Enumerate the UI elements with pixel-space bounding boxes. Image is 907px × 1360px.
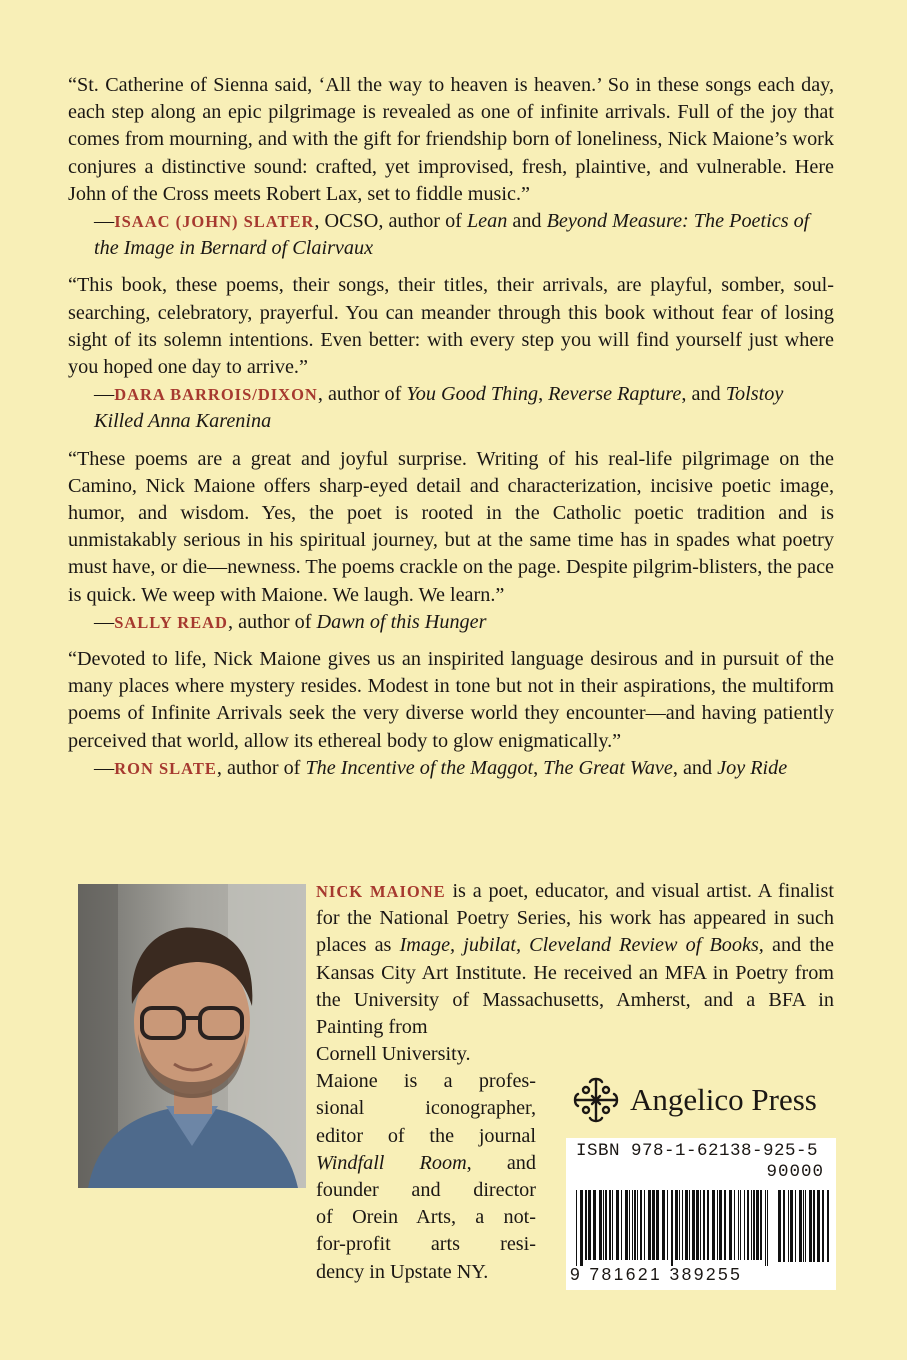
endorsement-attribution bbox=[68, 755, 834, 782]
author-photo bbox=[78, 884, 306, 1188]
cross-flourish-icon bbox=[570, 1074, 622, 1126]
bio-line: founder and director bbox=[316, 1179, 536, 1202]
bio-line: of Orein Arts, a not- bbox=[316, 1206, 536, 1229]
bio-line: Maione is a profes- bbox=[316, 1070, 536, 1093]
em-dash: — bbox=[94, 210, 115, 233]
endorsement-attribution bbox=[68, 208, 834, 262]
endorser-name: DARA BARROIS/DIXON bbox=[114, 385, 318, 405]
endorsement bbox=[68, 446, 834, 636]
bio-text: Image, jubilat, Cleveland Review of Books, bbox=[399, 934, 764, 957]
bio-line: for-profit arts resi- bbox=[316, 1233, 536, 1256]
bio-line-rest: , and bbox=[466, 1151, 536, 1174]
attribution-text: Tolstoy Killed Anna Karenina bbox=[94, 383, 784, 433]
endorser-name: ISAAC (JOHN) SLATER bbox=[114, 212, 315, 232]
attribution-text: You Good Thing bbox=[406, 383, 539, 406]
em-dash: — bbox=[94, 610, 115, 633]
attribution-text: The Incentive of the Maggot bbox=[305, 756, 534, 779]
attribution-text: Lean bbox=[466, 210, 508, 233]
attribution-text: , bbox=[533, 756, 544, 779]
endorsement-quote: “St. Catherine of Sienna said, ‘All the way to heaven is heaven.’ So in these songs each day, each step along an epic pilgrimage is revealed as one of infinite arrivals. Full of the joy that comes from mourning, and with the gift for friendship born of loneliness, Nick Maione’s work conjures a distinctive sound: crafted, yet improvised, fresh, plaintive, and vulnerable. Here John of the Cross meets Robert Lax, set to fiddle music.” bbox=[68, 74, 834, 205]
attribution-text: Reverse Rapture bbox=[548, 383, 682, 406]
endorsement bbox=[68, 646, 834, 782]
author-name: NICK MAIONE bbox=[316, 882, 446, 901]
endorsement-attribution bbox=[68, 609, 834, 636]
endorsement bbox=[68, 272, 834, 435]
barcode-digits: 9 781621 389255 bbox=[570, 1264, 743, 1284]
endorser-name: SALLY READ bbox=[114, 612, 228, 632]
isbn-barcode bbox=[566, 1138, 836, 1290]
endorsements bbox=[68, 72, 834, 792]
attribution-text: , and bbox=[672, 756, 718, 779]
attribution-text: Beyond Measure: The Poetics of the Image in Bernard of Clairvaux bbox=[94, 210, 810, 260]
bio-line bbox=[316, 1150, 536, 1177]
publisher-name: Angelico Press bbox=[630, 1082, 817, 1117]
endorsement bbox=[68, 72, 834, 262]
endorsement-quote: “Devoted to life, Nick Maione gives us an inspirited language desirous and in pursuit of the many places where mystery resides. Modest in tone but not in their aspirations, the multiform poems of Infinite Arrivals seek the very diverse world they encounter—and having patiently perceived that world, allow its ethereal body to glow enigmatically.” bbox=[68, 648, 834, 752]
bio-line: dency in Upstate NY. bbox=[316, 1260, 489, 1283]
em-dash: — bbox=[94, 756, 115, 779]
attribution-text: and bbox=[507, 210, 547, 233]
endorsement-quote: “These poems are a great and joyful surprise. Writing of his real-life pilgrimage on the Camino, Nick Maione offers sharp-eyed detail and characterization, incisive poetic image, humor, and wisdom. Yes, the poet is rooted in the Catholic poetic tradition and is unmistakably serious in his spiritual journey, but at the same time has in spades what poetry must have, or die—newness. The poems crackle on the page. Despite pilgrim-blisters, the pace is quick. We weep with Maione. We laugh. We learn.” bbox=[68, 447, 834, 606]
bio-line: editor of the journal bbox=[316, 1124, 536, 1147]
attribution-text: , bbox=[538, 383, 549, 406]
bio-line: sional iconographer, bbox=[316, 1097, 536, 1120]
endorser-name: RON SLATE bbox=[114, 758, 217, 778]
journal-title: Windfall Room bbox=[316, 1151, 467, 1174]
author-bio-bottom bbox=[316, 1041, 536, 1286]
attribution-text: , OCSO, author of bbox=[314, 210, 467, 233]
attribution-text: The Great Wave bbox=[543, 756, 673, 779]
price-code: 90000 bbox=[766, 1162, 824, 1182]
bio-text: and the Kansas City Art Institute. He received an MFA in Poetry from the University of Massachusetts, Amherst, and a BFA in Painting from bbox=[316, 934, 834, 1039]
attribution-text: , author of bbox=[317, 383, 407, 406]
publisher-logo bbox=[570, 1074, 840, 1126]
endorsement-attribution bbox=[68, 381, 834, 435]
attribution-text: Joy Ride bbox=[717, 756, 788, 779]
attribution-text: , author of bbox=[216, 756, 306, 779]
endorsement-quote: “This book, these poems, their songs, their titles, their arrivals, are playful, somber, soul-searching, celebratory, prayerful. You can meander through this book without fear of losing sight of its solemn intentions. Even better: with every step you will find yourself just where you hoped one day to arrive.” bbox=[68, 274, 834, 379]
attribution-text: , author of bbox=[227, 610, 317, 633]
attribution-text: , and bbox=[681, 383, 726, 406]
attribution-text: Dawn of this Hunger bbox=[316, 610, 487, 633]
em-dash: — bbox=[94, 383, 115, 406]
isbn-number: ISBN 978-1-62138-925-5 bbox=[576, 1141, 819, 1161]
author-bio-top bbox=[316, 878, 834, 1041]
bio-text: is a poet, educator, and visual artist. A finalist for the National Poetry Series, his work has appeared in such places as bbox=[316, 880, 834, 957]
bio-line: Cornell University. bbox=[316, 1043, 471, 1065]
author-photo-illustration bbox=[78, 884, 306, 1188]
